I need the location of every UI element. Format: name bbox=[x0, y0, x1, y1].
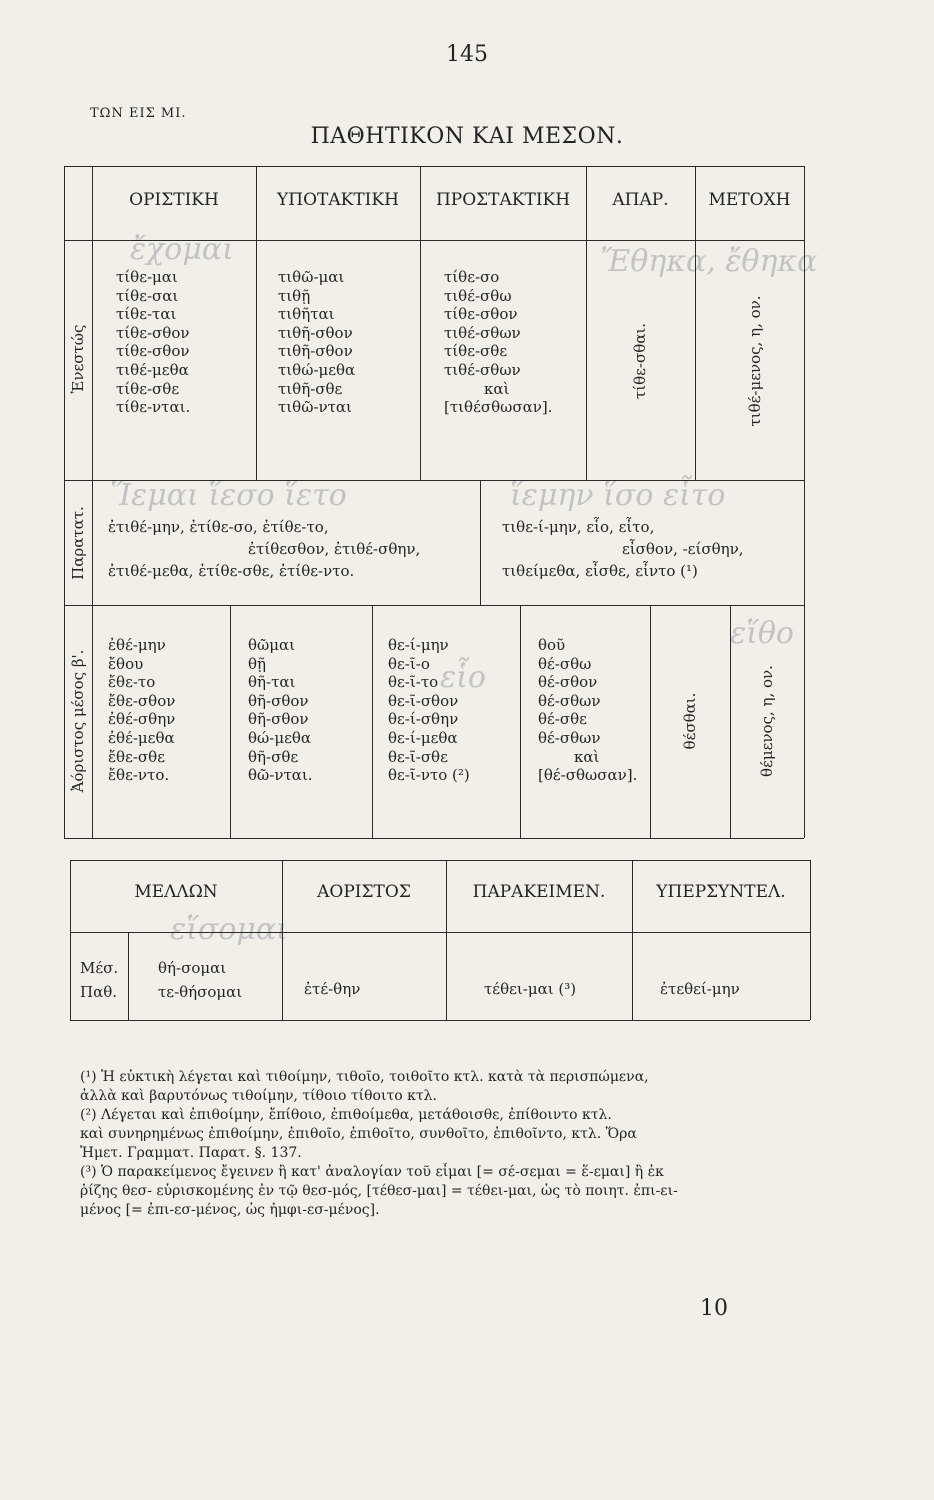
pencil-annotation: ἔχομαι bbox=[130, 232, 234, 267]
voice-passive: Παθ. bbox=[80, 983, 118, 1001]
form: θε-ί-σθην bbox=[388, 710, 459, 729]
form: θέ-σθω bbox=[538, 654, 592, 673]
aorist-participle: θέμενος, η, ον. bbox=[758, 665, 776, 777]
header-participle: ΜΕΤΟΧΗ bbox=[708, 190, 791, 210]
form: ἐθέ-σθην bbox=[108, 710, 176, 729]
form: [τιθέσθωσαν]. bbox=[444, 398, 553, 417]
form: ἐθέ-μεθα bbox=[108, 728, 175, 747]
pluperfect-form: ἐτεθεί-μην bbox=[660, 980, 740, 998]
pencil-annotation: Ἵεμαι ἵεσο ἵετο bbox=[110, 478, 347, 513]
present-infinitive: τίθε-σθαι. bbox=[631, 322, 649, 400]
form: θῆ-σθον bbox=[248, 710, 309, 729]
form: τε-θήσομαι bbox=[158, 983, 243, 1001]
form: τίθε-σθε bbox=[116, 379, 180, 398]
form: [θέ-σθωσαν]. bbox=[538, 766, 638, 785]
form: θοῦ bbox=[538, 636, 566, 654]
aorist-imperative bbox=[538, 636, 637, 785]
running-head: ΤΩΝ ΕΙΣ ΜΙ. bbox=[90, 106, 187, 121]
form: θέ-σθων bbox=[538, 691, 601, 710]
aorist-passive-form: ἐτέ-θην bbox=[304, 980, 361, 998]
form: θώ-μεθα bbox=[248, 728, 312, 747]
form: καὶ bbox=[484, 379, 510, 398]
form-line: ἐτίθεσθον, ἐτιθέ-σθην, bbox=[248, 540, 421, 558]
footnote-line: μένος [= ἐπι-εσ-μένος, ὡς ἠμφι-εσ-μένος]. bbox=[80, 1202, 380, 1218]
form: τίθε-σαι bbox=[116, 286, 179, 305]
present-subjunctive bbox=[278, 268, 355, 417]
footnote-line: ἀλλὰ καὶ βαρυτόνως τιθοίμην, τίθοιο τίθοιτο κτλ. bbox=[80, 1088, 437, 1104]
form: τιθέ-σθων bbox=[444, 360, 521, 379]
pencil-annotation: ἵεμην ἵσο εἷτο bbox=[510, 478, 726, 513]
form: τίθε-σθον bbox=[116, 342, 190, 361]
form: τίθε-σθον bbox=[116, 323, 190, 342]
form: θή-σομαι bbox=[158, 959, 227, 977]
form: θῶ-νται. bbox=[248, 766, 313, 785]
header-subjunctive: ΥΠΟΤΑΚΤΙΚΗ bbox=[277, 190, 399, 210]
aorist-subjunctive bbox=[248, 636, 313, 785]
form: τιθώ-μεθα bbox=[278, 360, 356, 379]
aorist-optative bbox=[388, 636, 470, 785]
voice-middle: Μέσ. bbox=[80, 959, 119, 977]
aorist-label: Ἀόριστος μέσος β'. bbox=[69, 649, 87, 793]
form: θε-ῖ-σθον bbox=[388, 691, 459, 710]
form: ἐθέ-μην bbox=[108, 636, 166, 654]
header-infinitive: ΑΠΑΡ. bbox=[612, 190, 669, 210]
form: θῇ bbox=[248, 654, 267, 673]
form: τιθέ-σθων bbox=[444, 323, 521, 342]
form: τίθε-σο bbox=[444, 268, 500, 286]
form-line: ἐτιθέ-μεθα, ἐτίθε-σθε, ἐτίθε-ντο. bbox=[108, 562, 355, 580]
form: τίθε-νται. bbox=[116, 398, 191, 417]
form: ἔθε-σθε bbox=[108, 747, 165, 766]
footnote-line: (³) Ὁ παρακείμενος ἔγεινεν ἢ κατ' ἀναλογίαν τοῦ εἶμαι [= σέ-σεμαι = ἕ-εμαι] ἢ ἐκ bbox=[80, 1164, 664, 1180]
form: τιθῶ-νται bbox=[278, 398, 352, 417]
pencil-annotation: εἵσομαι bbox=[170, 912, 288, 947]
signature-mark: 10 bbox=[700, 1296, 728, 1321]
footnote-line: (¹) Ἡ εὐκτικὴ λέγεται καὶ τιθοίμην, τιθοῖο, τοιθοῖτο κτλ. κατὰ τὰ περισπώμενα, bbox=[80, 1069, 649, 1085]
voice-labels bbox=[80, 956, 118, 1004]
header-imperative: ΠΡΟΣΤΑΚΤΙΚΗ bbox=[435, 190, 571, 210]
page-number: 145 bbox=[446, 42, 488, 67]
footnotes bbox=[80, 1068, 820, 1220]
form: θέ-σθων bbox=[538, 728, 601, 747]
form-line: εἶσθον, -είσθην, bbox=[622, 540, 744, 558]
form: τίθε-μαι bbox=[116, 268, 178, 286]
footnote-line: Ἠμετ. Γραμματ. Παρατ. §. 137. bbox=[80, 1145, 302, 1161]
perfect-form: τέθει-μαι (³) bbox=[484, 980, 577, 998]
form: ἔθου bbox=[108, 654, 144, 673]
form: θέ-σθε bbox=[538, 710, 587, 729]
form: θε-ῖ-ντο (²) bbox=[388, 766, 470, 785]
present-indicative bbox=[116, 268, 190, 417]
footnote-line: καὶ συνηρημένως ἐπιθοίμην, ἐπιθοῖο, ἐπιθοῖτο, συνθοῖτο, ἐπιθοῖντο, κτλ. Ὅρα bbox=[80, 1126, 637, 1142]
form-line: τιθείμεθα, εἶσθε, εἶντο (¹) bbox=[502, 562, 698, 580]
form: καὶ bbox=[574, 747, 600, 766]
form: θε-ῖ-ο bbox=[388, 654, 430, 673]
form: τίθε-ται bbox=[116, 305, 177, 324]
header-perfect: ΠΑΡΑΚΕΙΜΕΝ. bbox=[472, 882, 606, 902]
form-line: ἐτιθέ-μην, ἐτίθε-σο, ἐτίθε-το, bbox=[108, 518, 329, 536]
form: τιθῆ-σθον bbox=[278, 342, 353, 361]
form: ἔθε-σθον bbox=[108, 691, 176, 710]
future-forms bbox=[158, 956, 242, 1004]
form: θε-ί-μεθα bbox=[388, 728, 458, 747]
form: θῆ-ται bbox=[248, 673, 296, 692]
form: ἔθε-το bbox=[108, 673, 156, 692]
form: τίθε-σθον bbox=[444, 305, 518, 324]
pencil-annotation: Ἔθηκα, ἔθηκα bbox=[600, 244, 818, 279]
form: θῶμαι bbox=[248, 636, 296, 654]
form: τιθῆ-σθε bbox=[278, 379, 343, 398]
form: θε-ῖ-σθε bbox=[388, 747, 448, 766]
form-line: τιθε-ί-μην, εἷο, εἶτο, bbox=[502, 518, 655, 536]
form: ἔθε-ντο. bbox=[108, 766, 170, 785]
form: θε-ῖ-το bbox=[388, 673, 439, 692]
form: θέ-σθον bbox=[538, 673, 598, 692]
header-future: ΜΕΛΛΩΝ bbox=[134, 882, 218, 902]
footnote-line: ῥίζης θεσ- εὑρισκομένης ἐν τῷ θεσ-μός, [τέθεσ-μαι] = τέθει-μαι, ὡς τὸ ποιητ. ἐπι-ει- bbox=[80, 1183, 678, 1199]
form: τιθῇ bbox=[278, 286, 311, 305]
present-imperative bbox=[444, 268, 552, 417]
form: θῆ-σθον bbox=[248, 691, 309, 710]
present-participle: τιθέ-μενος, η, ον. bbox=[746, 295, 764, 427]
form: τιθῆ-σθον bbox=[278, 323, 353, 342]
form: τιθῆται bbox=[278, 305, 335, 324]
aorist-infinitive: θέσθαι. bbox=[681, 692, 699, 750]
imperfect-indicative bbox=[108, 516, 420, 582]
form: θῆ-σθε bbox=[248, 747, 299, 766]
form: θε-ί-μην bbox=[388, 636, 449, 654]
pencil-annotation: εἵθο bbox=[730, 616, 794, 651]
pencil-annotation: εἷο bbox=[440, 660, 486, 695]
footnote-line: (²) Λέγεται καὶ ἐπιθοίμην, ἔπίθοιο, ἐπιθοίμεθα, μετάθοισθε, ἐπίθοιντο κτλ. bbox=[80, 1107, 612, 1123]
page-title: ΠΑΘΗΤΙΚΟΝ ΚΑΙ ΜΕΣΟΝ. bbox=[310, 124, 624, 149]
form: τίθε-σθε bbox=[444, 342, 508, 361]
imperfect-label: Παρατατ. bbox=[69, 506, 87, 580]
form: τιθῶ-μαι bbox=[278, 268, 345, 286]
imperfect-optative bbox=[502, 516, 743, 582]
aorist-indicative bbox=[108, 636, 175, 785]
header-indicative: ΟΡΙΣΤΙΚΗ bbox=[129, 190, 219, 210]
header-pluperfect: ΥΠΕΡΣΥΝΤΕΛ. bbox=[656, 882, 786, 902]
form: τιθέ-μεθα bbox=[116, 360, 189, 379]
present-label: Ἐνεστώς bbox=[69, 324, 87, 394]
form: τιθέ-σθω bbox=[444, 286, 512, 305]
header-aorist: ΑΟΡΙΣΤΟΣ bbox=[317, 882, 411, 902]
